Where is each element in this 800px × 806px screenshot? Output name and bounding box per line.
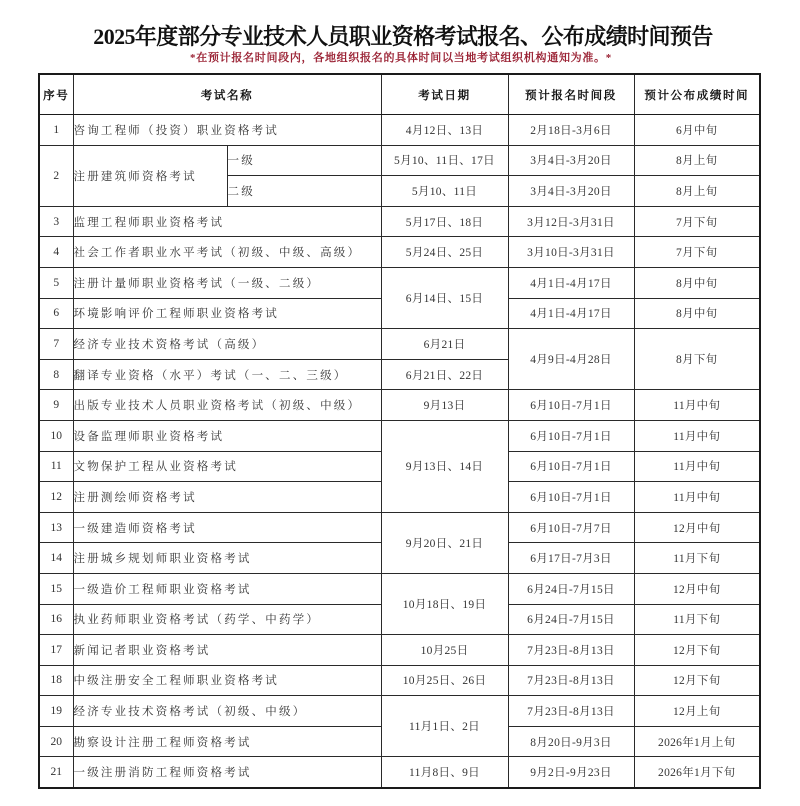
table-row [39,115,760,146]
row-number: 21 [39,757,73,788]
table-row [39,757,760,788]
registration-period: 6月10日-7月1日 [508,390,634,421]
table-row [39,237,760,268]
results-time: 11月中旬 [634,482,760,513]
results-time: 7月下旬 [634,206,760,237]
header-exam-date: 考试日期 [381,74,508,115]
exam-date: 6月21日 [381,329,508,360]
registration-period: 7月23日-8月13日 [508,635,634,666]
row-number: 5 [39,267,73,298]
registration-period: 8月20日-9月3日 [508,726,634,757]
exam-date: 5月24日、25日 [381,237,508,268]
exam-name: 勘察设计注册工程师资格考试 [73,726,381,757]
row-number: 16 [39,604,73,635]
registration-period: 6月17日-7月3日 [508,543,634,574]
table-row [39,665,760,696]
registration-period: 7月23日-8月13日 [508,665,634,696]
exam-date-merged: 10月18日、19日 [381,573,508,634]
registration-period: 6月10日-7月1日 [508,420,634,451]
registration-period: 3月4日-3月20日 [508,176,634,207]
header-results-time: 预计公布成绩时间 [634,74,760,115]
header-row [39,74,760,115]
results-time: 2026年1月下旬 [634,757,760,788]
exam-date-merged: 9月20日、21日 [381,512,508,573]
exam-name: 一级造价工程师职业资格考试 [73,573,381,604]
results-time: 8月上旬 [634,145,760,176]
row-number: 1 [39,115,73,146]
table-row [39,420,760,451]
exam-name: 注册建筑师资格考试 [73,145,227,206]
table-row [39,206,760,237]
results-time: 8月中旬 [634,267,760,298]
registration-period: 4月1日-4月17日 [508,267,634,298]
exam-date: 6月21日、22日 [381,359,508,390]
results-time: 12月下旬 [634,665,760,696]
registration-period: 3月10日-3月31日 [508,237,634,268]
exam-name: 经济专业技术资格考试（初级、中级） [73,696,381,727]
results-time: 12月中旬 [634,512,760,543]
exam-name: 环境影响评价工程师职业资格考试 [73,298,381,329]
row-number: 17 [39,635,73,666]
registration-period: 4月1日-4月17日 [508,298,634,329]
row-number: 12 [39,482,73,513]
registration-period: 9月2日-9月23日 [508,757,634,788]
table-row [39,696,760,727]
exam-name: 咨询工程师（投资）职业资格考试 [73,115,381,146]
row-number: 11 [39,451,73,482]
exam-level: 一级 [227,145,381,176]
exam-date-merged: 6月14日、15日 [381,267,508,328]
exam-date: 10月25日 [381,635,508,666]
exam-date: 11月8日、9日 [381,757,508,788]
results-time: 11月中旬 [634,390,760,421]
exam-name: 监理工程师职业资格考试 [73,206,381,237]
exam-date: 5月10、11日 [381,176,508,207]
results-time: 12月中旬 [634,573,760,604]
registration-period: 3月4日-3月20日 [508,145,634,176]
table-row [39,145,760,176]
row-number: 13 [39,512,73,543]
row-number: 10 [39,420,73,451]
row-number: 7 [39,329,73,360]
registration-period: 6月10日-7月1日 [508,482,634,513]
results-time: 7月下旬 [634,237,760,268]
table-row [39,329,760,360]
results-time: 12月上旬 [634,696,760,727]
exam-name: 注册测绘师资格考试 [73,482,381,513]
registration-period: 6月24日-7月15日 [508,604,634,635]
exam-date: 4月12日、13日 [381,115,508,146]
exam-date: 5月10、11日、17日 [381,145,508,176]
results-time: 11月中旬 [634,451,760,482]
registration-period: 6月10日-7月7日 [508,512,634,543]
exam-name: 中级注册安全工程师职业资格考试 [73,665,381,696]
exam-schedule-table [38,73,761,789]
results-time: 12月下旬 [634,635,760,666]
exam-name: 注册计量师职业资格考试（一级、二级） [73,267,381,298]
results-time: 8月中旬 [634,298,760,329]
page-title: 2025年度部分专业技术人员职业资格考试报名、公布成绩时间预告 [93,24,713,49]
registration-period: 7月23日-8月13日 [508,696,634,727]
exam-name: 执业药师职业资格考试（药学、中药学） [73,604,381,635]
exam-name: 新闻记者职业资格考试 [73,635,381,666]
registration-period: 6月24日-7月15日 [508,573,634,604]
results-time: 11月下旬 [634,604,760,635]
row-number: 15 [39,573,73,604]
exam-date-merged: 11月1日、2日 [381,696,508,757]
row-number: 2 [39,145,73,206]
exam-name: 经济专业技术资格考试（高级） [73,329,381,360]
exam-name: 社会工作者职业水平考试（初级、中级、高级） [73,237,381,268]
registration-period: 3月12日-3月31日 [508,206,634,237]
row-number: 18 [39,665,73,696]
exam-name: 翻译专业资格（水平）考试（一、二、三级） [73,359,381,390]
row-number: 4 [39,237,73,268]
table-row [39,573,760,604]
row-number: 6 [39,298,73,329]
results-time: 6月中旬 [634,115,760,146]
exam-name: 出版专业技术人员职业资格考试（初级、中级） [73,390,381,421]
table-row [39,512,760,543]
results-time: 8月上旬 [634,176,760,207]
exam-level: 二级 [227,176,381,207]
table-row [39,390,760,421]
exam-name: 注册城乡规划师职业资格考试 [73,543,381,574]
exam-name: 一级注册消防工程师资格考试 [73,757,381,788]
table-row [39,267,760,298]
row-number: 19 [39,696,73,727]
registration-note: *在预计报名时间段内，各地组织报名的具体时间以当地考试组织机构通知为准。* [190,52,612,64]
results-time: 11月中旬 [634,420,760,451]
registration-period: 6月10日-7月1日 [508,451,634,482]
row-number: 14 [39,543,73,574]
row-number: 9 [39,390,73,421]
exam-date: 5月17日、18日 [381,206,508,237]
header-row-number: 序号 [39,74,73,115]
exam-name: 一级建造师资格考试 [73,512,381,543]
results-time-merged: 8月下旬 [634,329,760,390]
registration-period-merged: 4月9日-4月28日 [508,329,634,390]
exam-date: 10月25日、26日 [381,665,508,696]
row-number: 20 [39,726,73,757]
exam-date-merged: 9月13日、14日 [381,420,508,512]
header-exam-name: 考试名称 [73,74,381,115]
registration-period: 2月18日-3月6日 [508,115,634,146]
exam-name: 设备监理师职业资格考试 [73,420,381,451]
header-registration-period: 预计报名时间段 [508,74,634,115]
results-time: 2026年1月上旬 [634,726,760,757]
exam-name: 文物保护工程从业资格考试 [73,451,381,482]
exam-date: 9月13日 [381,390,508,421]
row-number: 8 [39,359,73,390]
row-number: 3 [39,206,73,237]
results-time: 11月下旬 [634,543,760,574]
table-row [39,635,760,666]
